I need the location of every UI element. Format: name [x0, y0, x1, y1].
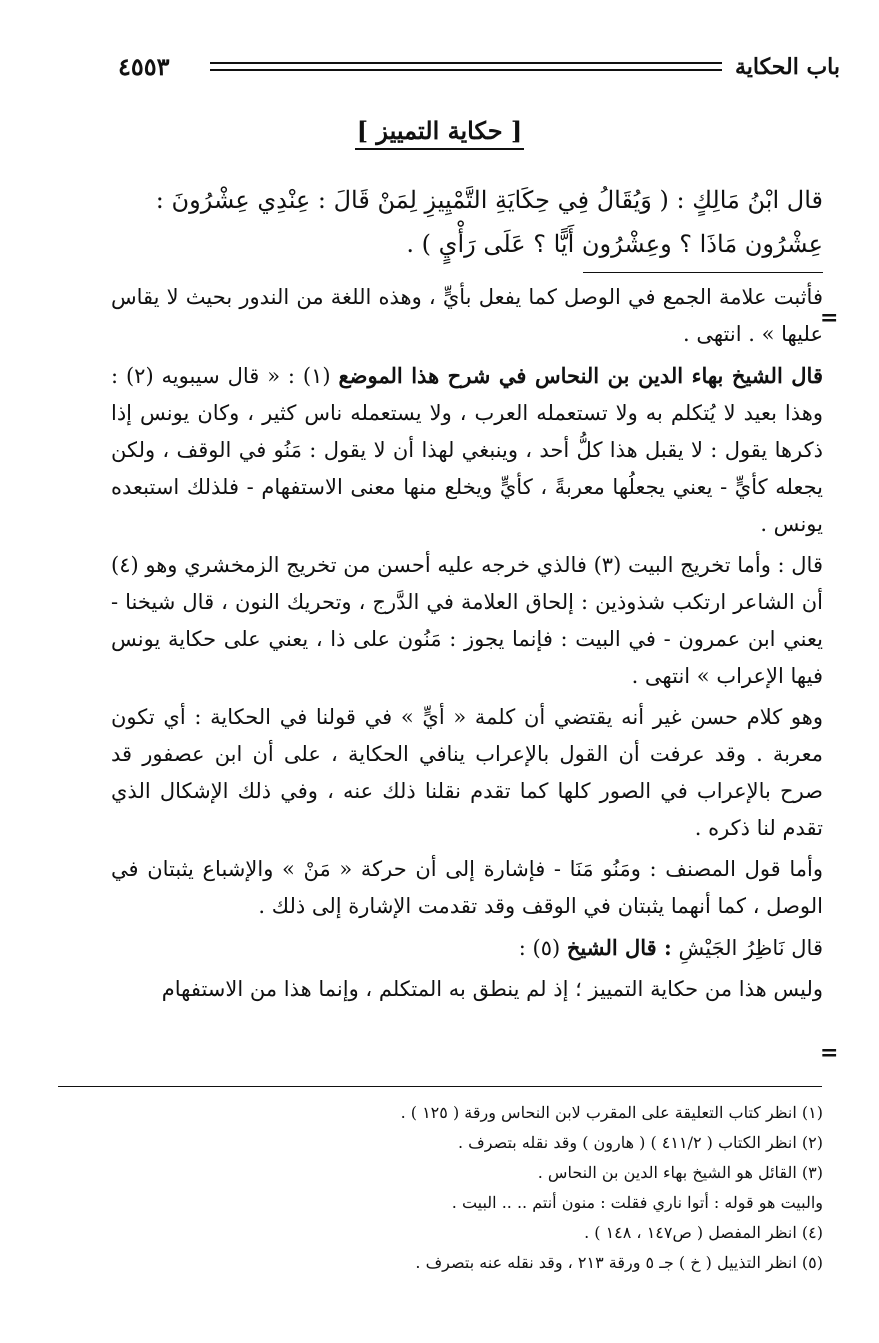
- paragraph: وهذا بعيد لا يُتكلم به ولا تستعمله العرب ، ولا يستعمله ناس كثير ، وكان يونس إذا ذكرها يقول : لا يقبل هذا كلُّ أحد ، وينبغي لهذا أن لا يقول : مَنُو في الوقف ، ولكن يجعله كأيٍّ - يعني يجعلُها معربةً ، كأيٍّ ويخلع منها معنى الاستفهام - فلذلك استبعده يونس .: [111, 401, 823, 536]
- continuation-marker-top: =: [820, 305, 839, 331]
- nazir-attribution: : قال الشيخ: [566, 935, 672, 960]
- sheikh-paragraph-heading: [111, 357, 823, 543]
- section-title-text: [ حكاية التمييز ]: [355, 116, 525, 150]
- page-number: ٤٥٥٣: [118, 52, 170, 81]
- paragraph: وهو كلام حسن غير أنه يقتضي أن كلمة « أيٍّ » في قولنا في الحكاية : أي تكون معربة . وقد عرفت أن القول بالإعراب ينافي الحكاية ، على أن ابن عصفور قد صرح بالإعراب في الصور كلها كما تقدم نقلنا ذلك عنه ، وفي ذلك الإشكال الذي تقدم لنا ذكره .: [111, 705, 823, 840]
- footnote: (١) انظر كتاب التعليقة على المقرب لابن النحاس ورقة ( ١٢٥ ) .: [400, 1103, 823, 1122]
- paragraph: فأثبت علامة الجمع في الوصل كما يفعل بأيٍّ ، وهذه اللغة من الندور بحيث لا يقاس عليها » . انتهى .: [111, 285, 823, 346]
- footnotes: [111, 1098, 823, 1278]
- footnote: (٣) القائل هو الشيخ بهاء الدين بن النحاس .: [537, 1163, 823, 1182]
- nazir-end: :: [518, 936, 526, 960]
- quote-separator: [583, 272, 823, 273]
- footnote-ref: (٥): [532, 936, 561, 960]
- section-title: [0, 116, 879, 145]
- running-header: [118, 52, 840, 86]
- paragraph: وأما قول المصنف : ومَنُو مَنَا - فإشارة إلى أن حركة « مَنْ » والإشباع يثبتان في الوصل ، كما أنهما يثبتان في الوقف وقد تقدمت الإشارة إلى ذلك .: [111, 857, 823, 918]
- nazir-prefix: قال: [791, 936, 823, 960]
- sheikh-quote-start: : « قال سيبويه (٢) :: [111, 364, 295, 388]
- paragraph: وليس هذا من حكاية التمييز ؛ إذ لم ينطق به المتكلم ، وإنما هذا من الاستفهام: [161, 977, 823, 1001]
- chapter-title: باب الحكاية: [735, 54, 840, 80]
- quote-line: عِشْرُون مَاذَا ؟ وعِشْرُون أَيًّا ؟ عَلَى رَأْيٍ ) .: [406, 230, 823, 258]
- nazir-name: نَاظِرُ الجَيْشِ: [678, 936, 785, 960]
- nazir-line: [111, 929, 823, 967]
- paragraph: قال : وأما تخريج البيت (٣) فالذي خرجه عليه أحسن من تخريج الزمخشري وهو (٤) أن الشاعر ارتكب شذوذين : إلحاق العلامة في الدَّرج ، وتحريك النون ، قال شيخنا - يعني ابن عمرون - في البيت : فإنما يجوز : مَنُون على ذا ، يعني على حكاية يونس فيها الإعراب » انتهى .: [111, 553, 823, 688]
- footnote: والبيت هو قوله : أتوا ناري فقلت : منون أنتم .. .. البيت .: [451, 1193, 823, 1212]
- footnote-separator: [58, 1086, 822, 1087]
- footnote: (٥) انظر التذييل ( خ ) جـ ٥ ورقة ٢١٣ ، وقد نقله عنه بتصرف .: [415, 1253, 823, 1272]
- sheikh-attribution: قال الشيخ بهاء الدين بن النحاس في شرح هذا الموضع: [338, 363, 823, 388]
- ibn-malik-quote: [111, 178, 823, 266]
- quote-line: قال ابْنُ مَالِكٍ : ( وَيُقَالُ فِي حِكَايَةِ التَّمْيِيزِ لِمَنْ قَالَ : عِنْدِي عِشْرُونَ :: [155, 186, 823, 214]
- footnote-ref: (١): [302, 364, 331, 388]
- main-text: [111, 178, 823, 1012]
- footnote: (٤) انظر المفصل ( ص١٤٧ ، ١٤٨ ) .: [584, 1223, 823, 1242]
- continuation-marker-bottom: =: [820, 1040, 839, 1066]
- footnote: (٢) انظر الكتاب ( ٤١١/٢ ) ( هارون ) وقد نقله بتصرف .: [458, 1133, 823, 1152]
- header-double-rule: [210, 62, 722, 71]
